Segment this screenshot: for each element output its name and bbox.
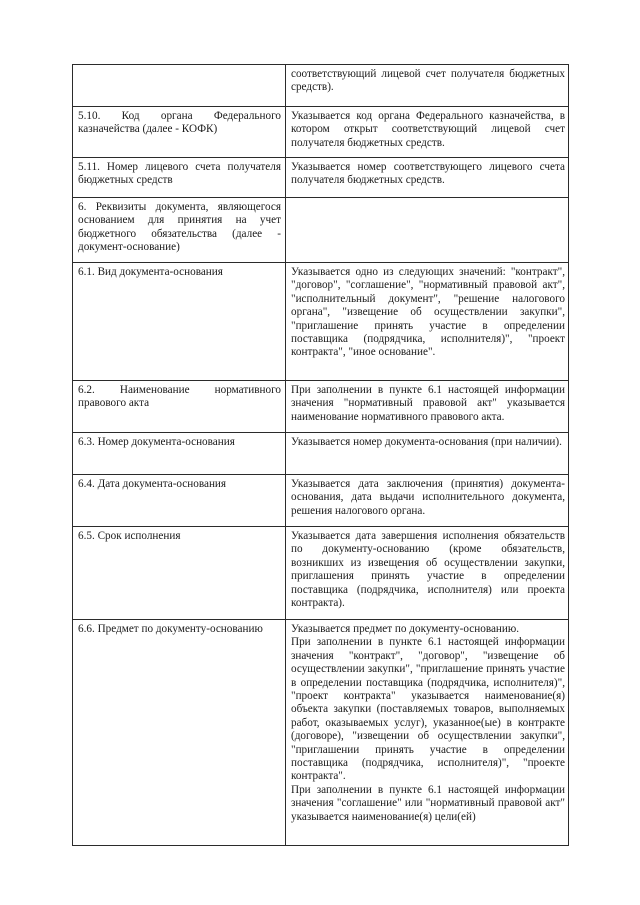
field-name-cell: 6.1. Вид документа-основания	[73, 263, 286, 381]
field-description-cell	[286, 158, 569, 198]
table-row	[73, 527, 569, 620]
field-description-cell	[286, 433, 569, 475]
field-description-cell	[286, 263, 569, 381]
table-row	[73, 198, 569, 263]
field-name-cell: 6.2. Наименование нормативного правового акта	[73, 381, 286, 433]
field-description-cell	[286, 65, 569, 107]
description-paragraph: Указывается код органа Федерального казначейства, в котором открыт соответствующий лицевой счет получателя бюджетных средств.	[291, 110, 565, 149]
field-description-cell	[286, 620, 569, 846]
field-description-cell	[286, 107, 569, 158]
description-paragraph: При заполнении в пункте 6.1 настоящей информации значения "соглашение" или "нормативный правовой акт" указывается наименование(я) цели(ей)	[291, 783, 565, 823]
table-row	[73, 263, 569, 381]
table-row	[73, 475, 569, 527]
field-name-cell: 6. Реквизиты документа, являющегося основанием для принятия на учет бюджетного обязательства (далее - документ-основание)	[73, 198, 286, 263]
field-name-cell: 5.10. Код органа Федерального казначейства (далее - КОФК)	[73, 107, 286, 158]
field-name-cell: 6.4. Дата документа-основания	[73, 475, 286, 527]
field-description-cell	[286, 198, 569, 263]
field-name-cell	[73, 65, 286, 107]
table-row	[73, 65, 569, 107]
requisites-table	[72, 64, 569, 846]
description-paragraph: Указывается номер документа-основания (при наличии).	[291, 436, 562, 448]
description-paragraph: соответствующий лицевой счет получателя бюджетных средств).	[291, 68, 565, 94]
field-name-cell: 6.6. Предмет по документу-основанию	[73, 620, 286, 846]
description-paragraph: При заполнении в пункте 6.1 настоящей информации значения "контракт", "договор", "извещение об осуществлении закупки", "приглашение принять участие в определении поставщика (подрядчика, исполнителя)", "проект контракта" указывается наименование(я) объекта закупки (поставляемых товаров, выполняемых работ, оказываемых услуг), указанное(ые) в контракте (договоре), "извещении об осуществлении закупки", "приглашении принять участие в определении поставщика (подрядчика, исполнителя)", "проекте контракта".	[291, 636, 565, 783]
table-row	[73, 158, 569, 198]
field-description-cell	[286, 381, 569, 433]
field-name-cell: 6.5. Срок исполнения	[73, 527, 286, 620]
description-paragraph: Указывается дата завершения исполнения обязательств по документу-основанию (кроме обязательств, возникших из извещения об осуществлении закупки, приглашения принять участие в определении поставщика (подрядчика, исполнителя) или проекта контракта).	[291, 530, 565, 610]
description-paragraph: Указывается одно из следующих значений: "контракт", "договор", "соглашение", "нормативный правовой акт", "исполнительный документ", "решение налогового органа", "извещение об осуществлении закупки", "приглашение принять участие в определении поставщика (подрядчика, исполнителя)", "проект контракта", "иное основание".	[291, 266, 565, 359]
field-description-cell	[286, 527, 569, 620]
table-row	[73, 107, 569, 158]
table-row	[73, 433, 569, 475]
description-paragraph: Указывается номер соответствующего лицевого счета получателя бюджетных средств.	[291, 161, 565, 187]
table-row	[73, 381, 569, 433]
field-name-cell: 6.3. Номер документа-основания	[73, 433, 286, 475]
description-paragraph: Указывается предмет по документу-основанию.	[291, 623, 520, 635]
field-description-cell	[286, 475, 569, 527]
table-row	[73, 620, 569, 846]
field-name-cell: 5.11. Номер лицевого счета получателя бюджетных средств	[73, 158, 286, 198]
description-paragraph: При заполнении в пункте 6.1 настоящей информации значения "нормативный правовой акт" указывается наименование нормативного правового акта.	[291, 384, 565, 423]
description-paragraph: Указывается дата заключения (принятия) документа-основания, дата выдачи исполнительного документа, решения налогового органа.	[291, 478, 565, 517]
